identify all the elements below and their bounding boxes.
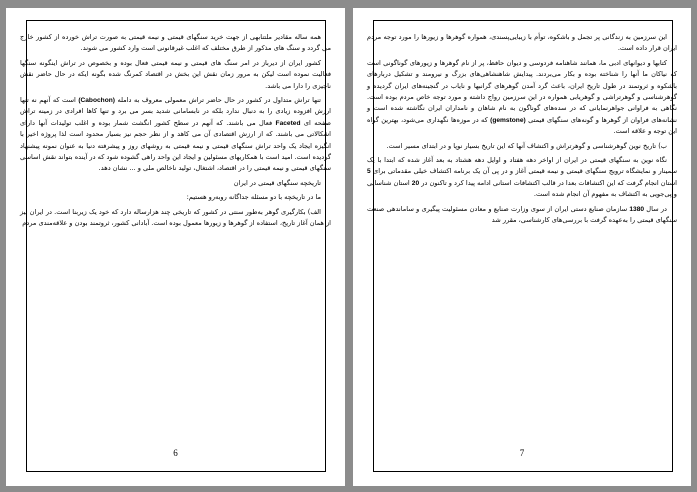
paragraph [20,192,331,203]
paragraph [367,58,677,138]
text-run: کتابها و دیوانهای ادبی ما، همانند شاهنامه فردوسی و دیوان حافظ، پر از نام گوهرها و زیورهای گوناگونی است که نیاکان ما آنها را شناخته بوده و بکار می‌بردند. پیدایش شاهنشاهی‌های بزرگ و نیرومند و تشکیل دربارهای باشکوه و ثروتمند در طول تاریخ ایران، باعث گرد آمدن گوهرهای گرانبها و نایاب در گنجینه‌های ایران گردیده و گوهرشناسی و گوهرتراشی و گوهریابی همواره در این سرزمین رواج داشته و مورد توجه خاص مردم بوده است. نگاهی به فراوانی جواهرنمایانی که در سده‌های گوناگون به نام شاهان و نامداران ایران نگاشته شده است و نشانه‌های فراوان از گوهرها و گونه‌های سنگهای قیمتی [367,58,677,124]
text-run: است که آنهم نه تنها ارزش افزوده زیادی را به دنبال ندارد بلکه در نابسامانی شدید بسر می برد و تنها کاها افرادی در زمینه تراش صفحه ای [20,96,331,127]
right-page-text [367,32,677,227]
paragraph [367,155,677,201]
text-run: کشور ایران از دیرباز در امر سنگ های قیمتی و نیمه قیمتی فعال بوده و بخصوص در تراش اینگونه سنگها فعالیت نموده است لیکن به مرور زمان نقش این بخش در اقتصاد کمرنگ شده بگونه ایکه در حال حاضر نقش ناچیزی را دارا می باشد. [20,58,331,90]
text-run: در سال [644,204,667,213]
latin-term: 5 [367,168,371,176]
text-run: الف) بکارگیری گوهر به‌طور سنتی در کشور که تاریخی چند هزارساله دارد که خود یک زیربنا است. در ایران نیز از همان آغاز تاریخ، استفاده از گوهرها و زیورها معمول بوده است. آبادانی کشور، ثروتمند بودن و علاقه‌مندی مردم [20,207,331,228]
text-run: نگاه نوین به سنگهای قیمتی در ایران از اواخر دهه هفتاد و اوایل دهه هشتاد به بعد آغاز شده که ابتدا با یک سمینار و نمایشگاه ترویج سنگهای قیمتی و نیمه قیمتی آغاز و در پی آن یک برنامه اکتشاف خیلی مقدماتی برای [367,156,677,176]
left-page-number: 6 [173,448,178,458]
latin-term: Faceted [275,119,301,127]
text-run: سازمان صنایع دستی ایران از سوی وزارت صنایع و معادن مسئولیت پیگیری و ساماندهی صنعت سنگهای قیمتی را به‌عهده گرفت با بررسی‌های کارشناسی، مقرر شد [367,204,677,225]
text-run: که در موزه‌ها نگهداری می‌شود، بهترین گواه این توجه و علاقه است. [367,115,677,136]
paragraph [367,204,677,227]
text-run: فعال می باشند. که آنهم در سطح کشور انگشت شمار بوده و اغلب تولیدات آنها دارای اشکالاتی می باشند. که از ارزش اقتصادی آن می کاهد و از نظر حجم نیز بسیار محدود است لذا پروژه اخیر با انگیزه ایجاد یک واحد تراش سنگهای قیمتی و نیمه قیمتی به روشهای روز و پیشرفته دنیا به عنوان نمونه پیشنهاد گردیده است. امید است با همکاریهای مسئولین و ایجاد این واحد راهی گشوده شود که در آینده بتواند نقش اساسی سنگهای قیمتی و نیمه قیمتی را در اقتصاد، اشتغال، تولید ناخالص ملی و ... نشان دهد. [20,118,331,173]
left-page-text [20,32,331,230]
text-run: همه ساله مقادیر ملتنابهی از جهت خرید سنگهای قیمتی و نیمه قیمتی به صورت تراش خورده از کشور خارج می گردد و سنگ های مذکور از طرق مختلف که اغلب غیرقانونی است وارد کشور می شوند. [20,33,331,53]
latin-term: 1380 [629,205,645,213]
paragraph [20,58,331,92]
paragraph [367,32,677,55]
text-run: ب) تاریخ نوین گوهرشناسی و گوهرتراش و اکتشاف آنها که این تاریخ بسیار نوپا و در ابتدای مسیر است. [386,141,667,150]
latin-term: 20 [411,179,420,187]
text-run: استان شناسایی و پی‌جویی به اکتشاف به مفهوم آن انجام شده است. [367,178,677,199]
paragraph [367,141,677,152]
latin-term: (gemstone) [490,116,526,124]
text-run: استان انجام گرفت که این اکتشافات بعدا در قالب اکتشافات استانی ادامه پیدا کرد و تاکنون در [419,178,678,187]
left-page [6,8,345,486]
text-run: این سرزمین به زندگانی پر تجمل و باشکوه، توأم با زیبایی‌پسندی، همواره گوهرها و زیورها را مورد توجه مردم ایران قرار داده است. [367,33,677,53]
right-page [353,8,691,486]
paragraph [20,207,331,230]
text-run: تاریخچه سنگهای قیمتی در ایران [233,178,321,187]
paragraph [20,32,331,55]
paragraph [20,178,331,189]
latin-term: (Cabochon) [78,97,115,105]
text-run: ما در تاریخچه با دو مسئله جداگانه روبه‌رو هستیم: [186,193,321,202]
text-run: تنها تراش متداول در کشور در حال حاضر تراش معمولی معروف به دامله [114,96,321,105]
right-page-number: 7 [519,448,525,458]
paragraph [20,95,331,175]
